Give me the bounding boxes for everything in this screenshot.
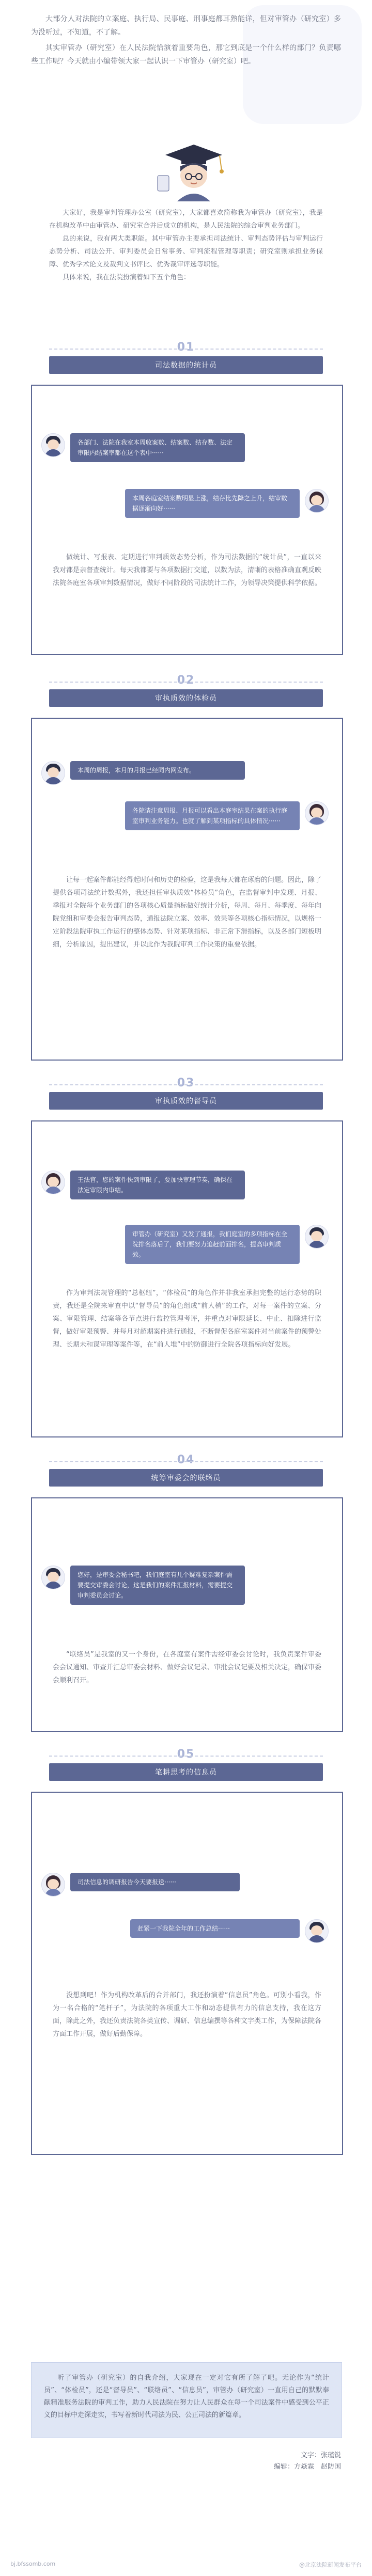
chat-row [41,1566,250,1605]
footer [10,2558,362,2571]
chat-message: 各部门、法院在我室本周收案数、结案数、结存数、法定审限内结案率都在这个表中······ [70,433,245,462]
chat-row [120,1225,329,1264]
credits [274,2450,341,2473]
section-title: 统筹审委会的联络员 [151,1474,221,1482]
chat-row [41,761,250,785]
section-card [31,1120,343,1437]
section-body [53,1989,321,2041]
intro [31,12,341,68]
chat-row [41,433,250,462]
section-body [53,1287,321,1351]
overview-paragraph-3: 具体来说，我在法院扮演着如下五个角色： [63,274,191,281]
chat-message: 司法信息的调研报告今天要报送······ [70,1873,240,1891]
section-title: 笔耕思考的信息员 [155,1768,217,1777]
section-paragraph: 做统计、写报表、定期进行审判质效态势分析，作为司法数据的“统计员”，一直以来我对都是亲督查统计。每天我都要与各项数据打交道，以数为法，清晰的表格准确直观反映法院各庭室各项审判数据情况，做好不同阶段的司法统计工作，为领导决策提供科学依据。 [53,554,322,587]
section-divider [49,1084,323,1085]
editor-credit: 编辑：方焱霖 赵防国 [273,2463,341,2471]
overview [49,207,323,284]
section-number: 05 [177,1748,195,1761]
avatar [305,1919,329,1943]
conclusion-text: 听了审管办（研究室）的自我介绍，大家现在一定对它有所了解了吧。无论作为“统计员”、“体检员”，还是“督导员”、“联络员”、“信息员”，审管办（研究室）一直用自己的默默奉献精准服务法院的审判工作，助力人民法院在努力让人民群众在每一个司法案件中感受到公平正义的目标中走深走实，书写着新时代司法为民、公正司法的新篇章。 [44,2374,329,2419]
avatar [41,1566,65,1589]
section-paragraph: 作为审判法规管理的“总枢纽”，“体检员”的角色作并非我室承担完整的运行态势的职责，我还是全院来审查中以“督导员”的角色组成“前人梢”的工作，对每一案件的立案、分案、审限管理、结案等各节点进行监控管理考评，并重点对审限延长、中止、扣除进行监督，做好审限预警、并每月对超期案件进行通报，不断督促各庭室案件对当前案件的预警处理、长期未和谋审理等案件等，在“前人堆”中的防御进行全院各项指标向好发展。 [53,1289,322,1349]
section-number: 04 [177,1453,195,1466]
section-title-bar [49,1092,323,1110]
overview-paragraph-1: 大家好，我是审判管理办公室（研究室），大家都喜欢简称我为审管办（研究室），我是在机构改革中由审管办、研究室合并后成立的机构，是人民法院的综合审判业务部门。 [49,209,323,230]
section-paragraph: “联络员”是我室的又一个身份，在各庭室有案件需经审委会讨论时，我负责案件审委会会议通知、审查并汇总审委会材料、做好会议记录、审批会议记要及相关决定，确保审委会顺利召开。 [53,1651,322,1684]
chat-row [125,1919,329,1943]
chat-row [120,489,329,518]
conclusion-box [31,2362,342,2438]
section-number: 03 [177,1077,195,1089]
avatar [305,489,329,513]
chat-row [120,801,329,830]
section-card [31,385,343,655]
section-body [53,551,321,590]
avatar [41,761,65,785]
section-divider [49,1461,323,1462]
section-title-bar [49,356,323,374]
section-title-bar [49,689,323,707]
overview-paragraph-2: 总的来说，我有两大类职能。其中审管办主要承担司法统计、审判态势评估与审判运行态势分析、司法公开、审判委员会日常事务、审判流程管理等职责；研究室则承担业务保障、优秀学术论文及裁判文书评比、优秀裁审评选等职能。 [49,235,323,268]
publisher-watermark: @北京法院新闻发布平台 [299,2562,362,2568]
section-title-bar [49,1763,323,1781]
section-title: 审执质效的督导员 [155,1097,217,1105]
chat-message: 您好，是审委会秘书吧，我们庭室有几个疑难复杂案件需要提交审委会讨论，这是我们的案件汇报材料，需要提交审判委员会讨论。 [70,1566,245,1605]
chat-message: 本周各庭室结案数明显上涨，结存比先降之上升，结审数据逐渐向好······ [125,489,300,518]
chat-message: 各院请注意周报、月报可以看出本庭室结果在案的执行庭室审判业务能力。也就了解到某项指标的具体情况······ [125,801,300,830]
section-divider [49,349,323,350]
chat-message: 赶紧一下我院全年的工作总结······ [130,1919,300,1938]
chat-row [41,1873,245,1897]
section-body [53,1648,321,1687]
graduate-mascot-illustration [147,139,225,201]
avatar [41,1171,65,1194]
section-number: 02 [177,674,195,687]
section-divider [49,682,323,683]
section-card [31,1792,343,2155]
section-paragraph: 让每一起案件都能经得起时间和历史的检验，这是我每天都在琢磨的问题。因此，除了提供各项司法统计数据外，我还担任审执质效“体检员”角色，在监督审判中发现、月报、季报对全院每个业务部门的各项核心质量指标做好统计分析，每周、每月、每季度、每年向院党组和审委会报告审判态势，通报法院立案、效率、效果等各项核心指标情况，以规格一定阶段法院审执工作运行的整体态势、针对某项指标、非正常下滑指标，以及各部门短板明细，分析原因，提出建议，并以此作为我院审判工作决策的重要依据。 [53,876,322,949]
section-card [31,718,343,1061]
section-card [31,1497,343,1732]
chat-row [41,1171,250,1199]
section-divider [49,1756,323,1757]
intro-paragraph-2: 其实审管办（研究室）在人民法院恰演着重要角色，那它到底是一个什么样的部门？负责哪些工作呢？今天就由小编带领大家一起认识一下审管办（研究室）吧。 [31,44,341,66]
source-watermark: bj.bfssomb.com [10,2561,56,2567]
chat-message: 审管办（研究室）又发了通报，我们庭室的多项指标在全院排名落后了，我们要努力追赶前面排名，提高审判质效。 [125,1225,300,1264]
section-title: 司法数据的统计员 [155,361,217,370]
section-title-bar [49,1469,323,1487]
avatar [305,1225,329,1249]
intro-paragraph-1: 大部分人对法院的立案庭、执行局、民事庭、刑事庭都耳熟能详，但对审管办（研究室）多为没听过，不知道，不了解。 [31,15,341,37]
writer-credit: 文字：张瑾锐 [300,2452,341,2459]
chat-message: 本周的周报，本月的月报已经同内网发布。 [70,761,245,780]
section-body [53,874,321,951]
avatar [41,1873,65,1897]
section-title: 审执质效的体检员 [155,694,217,703]
avatar [305,801,329,825]
section-number: 01 [177,341,195,354]
chat-message: 王法官，您的案件快到审限了，要加快审理节奏，确保在法定审限内审结。 [70,1171,245,1199]
section-paragraph: 没想到吧！作为机构改革后的合并部门，我还扮演着“信息员”角色。可别小看我，作为一名合格的“笔杆子”，为法院的各项重大工作和动态提供有力的信息支持，我在这方面，除此之外，我还负责法院各类宣传、调研、信息编撰等各种文字类工作，为保障法院各方面工作开展，做好后勤保障。 [53,1992,322,2038]
avatar [41,433,65,457]
